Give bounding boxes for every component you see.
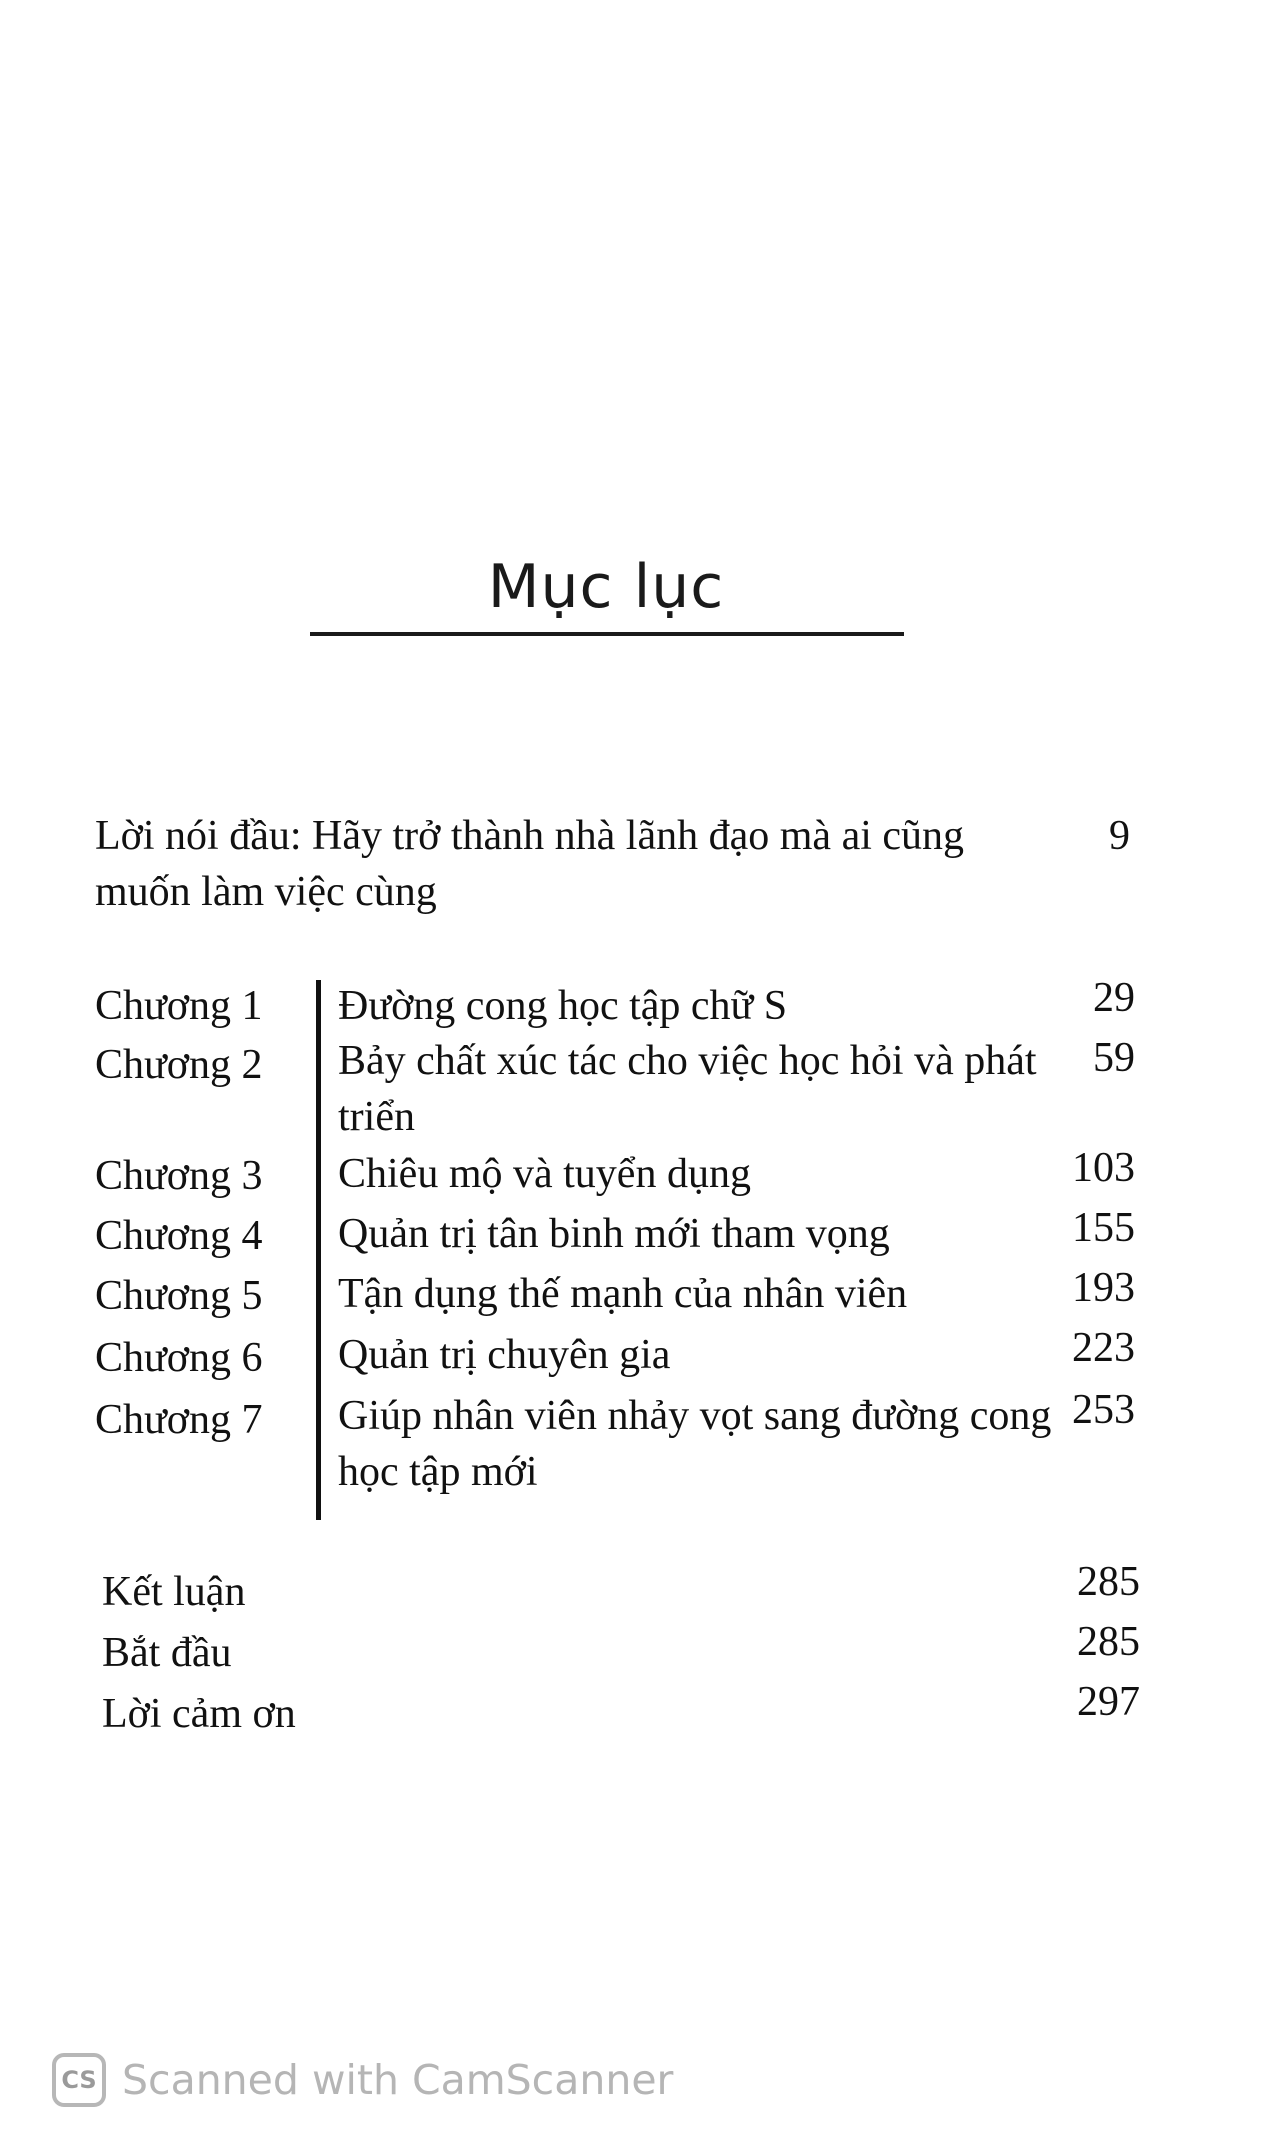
- endmatter-conclusion-label: Kết luận: [102, 1569, 246, 1615]
- chapter-1-title: Đường cong học tập chữ S: [338, 983, 788, 1029]
- intro-entry-page: 9: [1109, 813, 1130, 859]
- chapter-1-page: 29: [1093, 975, 1135, 1021]
- chapter-3-page: 103: [1072, 1145, 1135, 1191]
- endmatter-acknowledgments-page: 297: [1077, 1679, 1140, 1725]
- chapter-4-label: Chương 4: [95, 1213, 263, 1259]
- endmatter-start-label: Bắt đầu: [102, 1630, 232, 1676]
- chapter-5-title: Tận dụng thế mạnh của nhân viên: [338, 1271, 908, 1317]
- intro-entry-title: Lời nói đầu: Hãy trở thành nhà lãnh đạo mà ai cũng muốn làm việc cùng: [95, 813, 965, 915]
- chapter-7-title: Giúp nhân viên nhảy vọt sang đường cong học tập mới: [338, 1393, 1052, 1495]
- chapter-7-page: 253: [1072, 1387, 1135, 1433]
- chapter-1-label: Chương 1: [95, 983, 263, 1029]
- chapter-2-title: Bảy chất xúc tác cho việc học hỏi và phát triển: [338, 1038, 1037, 1140]
- camscanner-watermark: [52, 2048, 673, 2112]
- chapter-6-title: Quản trị chuyên gia: [338, 1332, 671, 1378]
- chapter-2-page: 59: [1093, 1035, 1135, 1081]
- chapter-2-label: Chương 2: [95, 1042, 263, 1088]
- title-underline: [310, 632, 904, 636]
- camscanner-logo-icon: CS: [52, 2053, 106, 2107]
- page-title: Mục lục: [487, 552, 725, 622]
- chapter-5-label: Chương 5: [95, 1273, 263, 1319]
- chapter-3-title: Chiêu mộ và tuyển dụng: [338, 1151, 751, 1197]
- chapter-7-label: Chương 7: [95, 1397, 263, 1443]
- endmatter-start-page: 285: [1077, 1619, 1140, 1665]
- chapter-6-page: 223: [1072, 1325, 1135, 1371]
- watermark-text: Scanned with CamScanner: [122, 2056, 674, 2104]
- endmatter-acknowledgments-label: Lời cảm ơn: [102, 1691, 296, 1737]
- chapter-4-title: Quản trị tân binh mới tham vọng: [338, 1211, 890, 1257]
- chapter-divider-line: [316, 980, 321, 1520]
- chapter-6-label: Chương 6: [95, 1335, 263, 1381]
- chapter-5-page: 193: [1072, 1265, 1135, 1311]
- chapter-4-page: 155: [1072, 1205, 1135, 1251]
- endmatter-conclusion-page: 285: [1077, 1559, 1140, 1605]
- chapter-3-label: Chương 3: [95, 1153, 263, 1199]
